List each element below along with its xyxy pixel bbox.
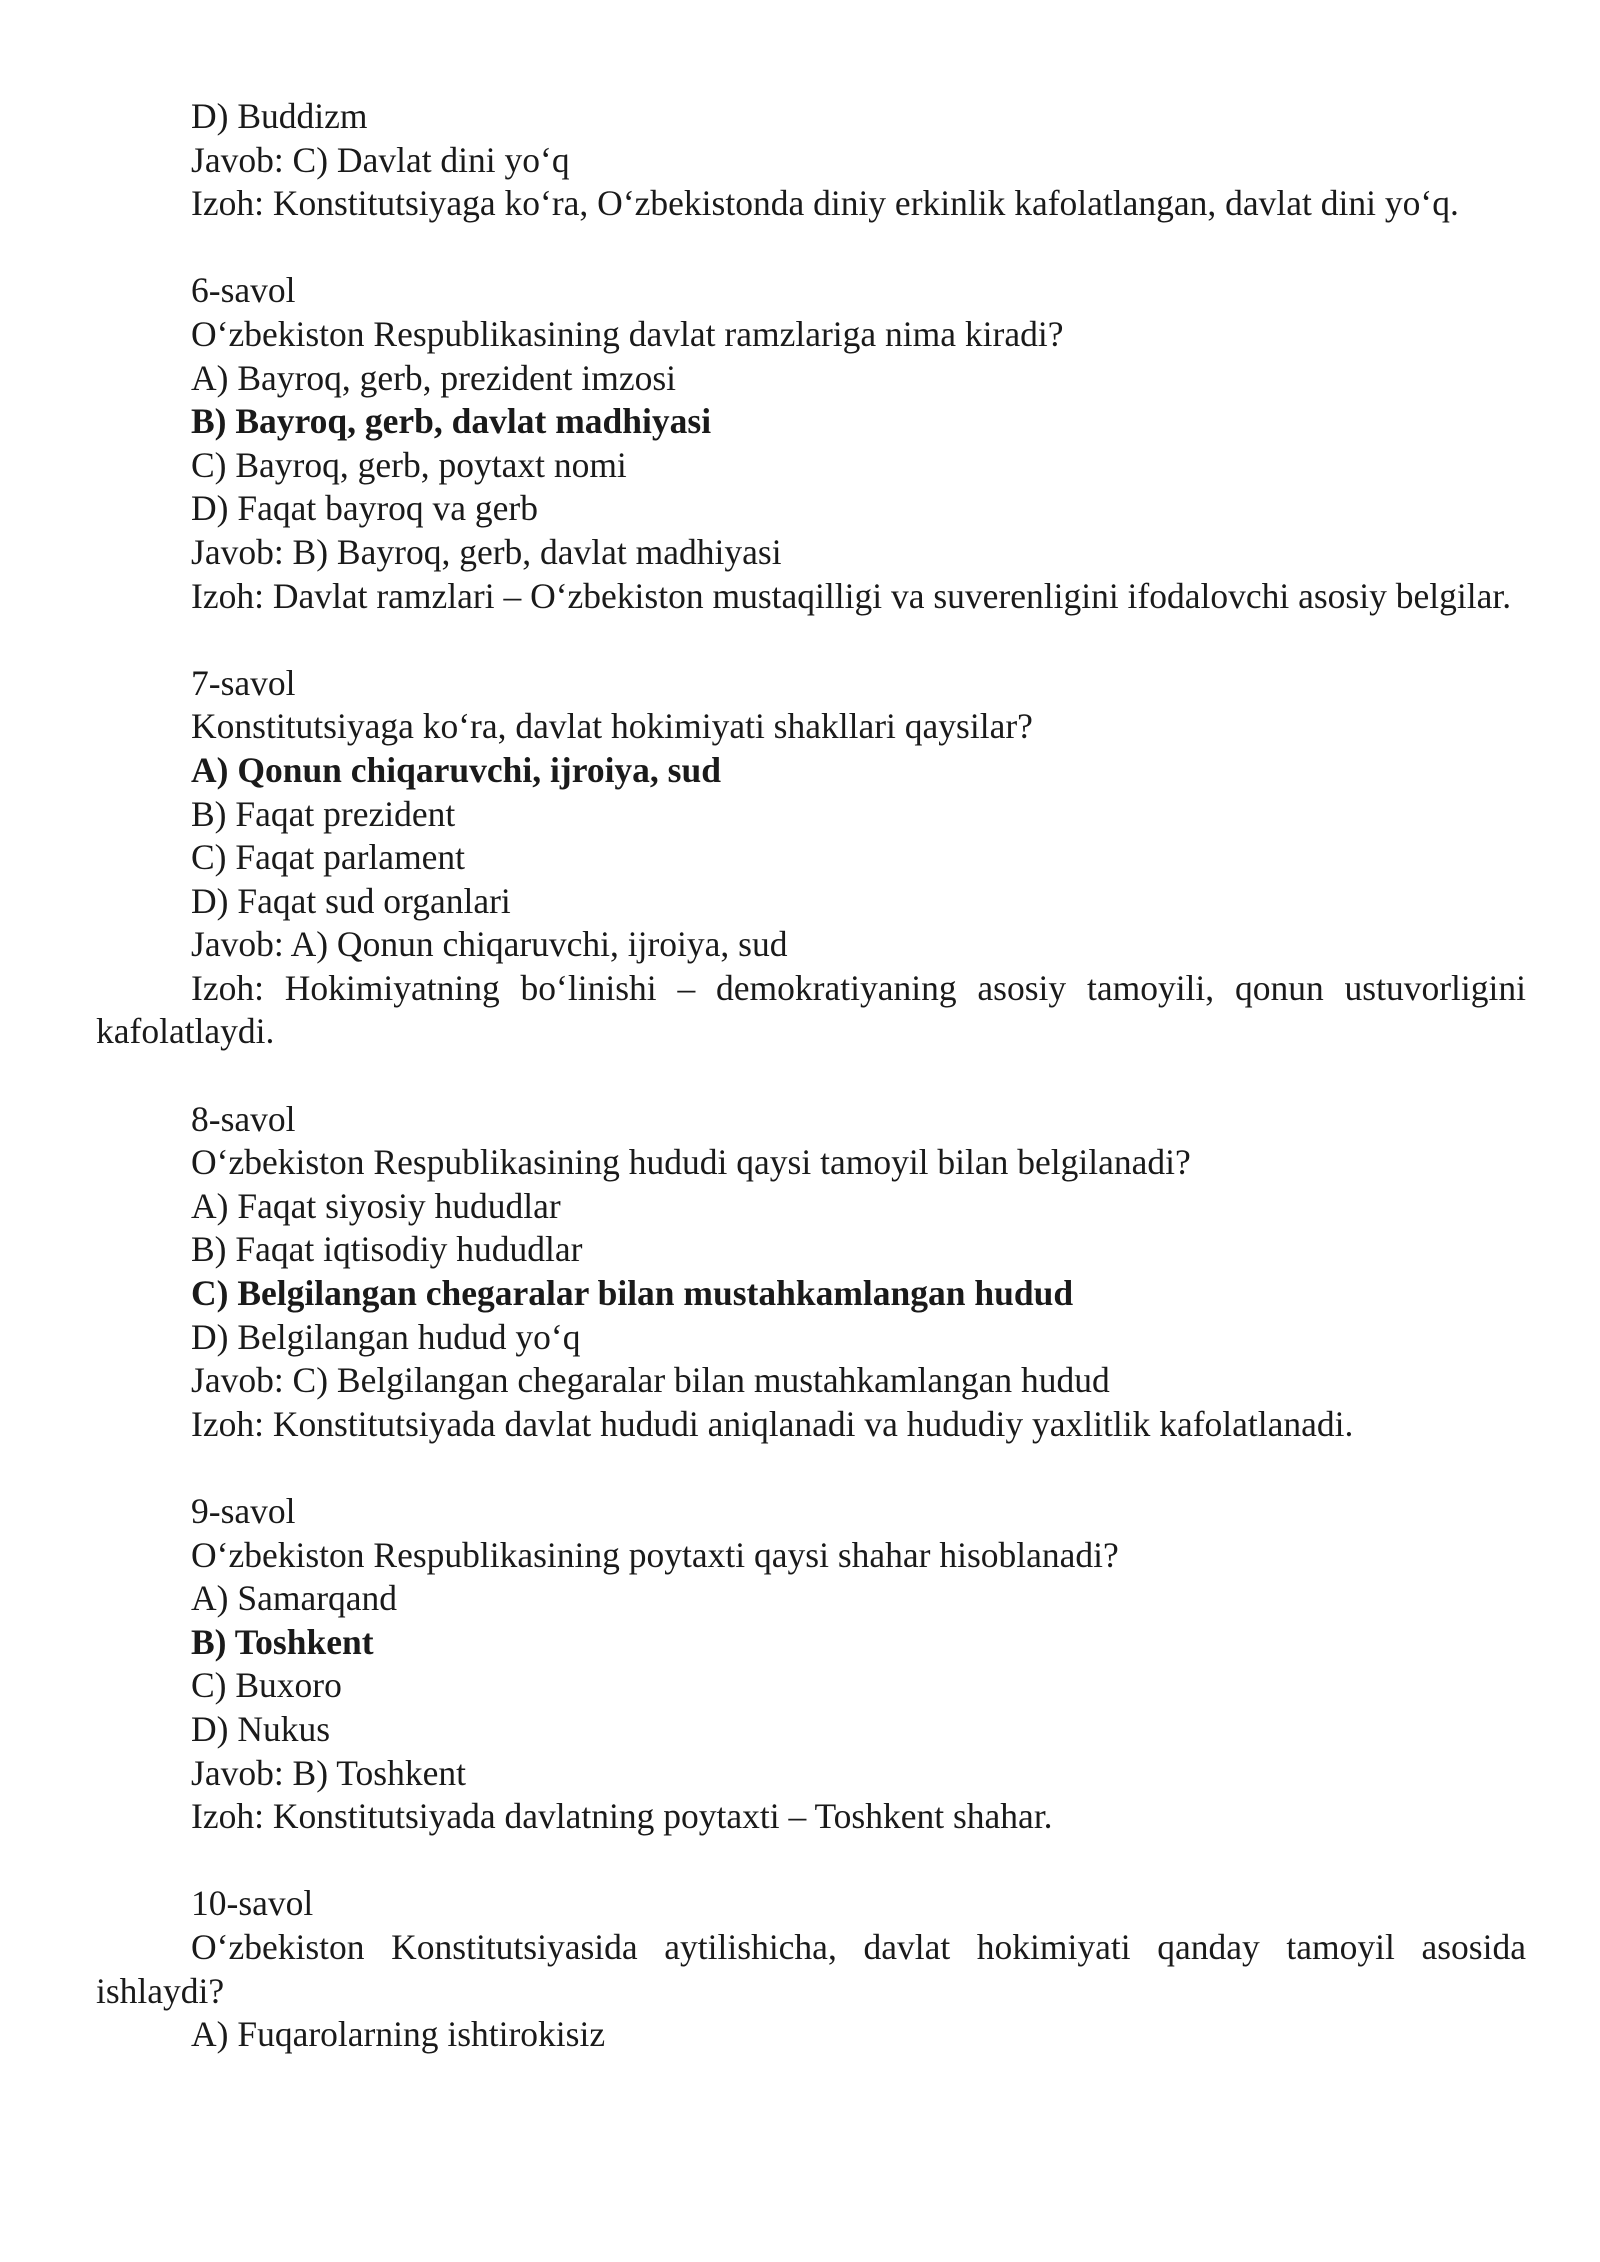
spacer (96, 618, 1526, 662)
answer-line: Javob: B) Toshkent (191, 1752, 466, 1793)
answer-option: A) Fuqarolarning ishtirokisiz (191, 2014, 606, 2055)
option-d: D) Buddizm (191, 96, 368, 136)
question-number: 6-savol (191, 270, 296, 311)
question-text: O‘zbekiston Respublikasining hududi qaysi tamoyil bilan belgilanadi? (191, 1142, 1191, 1183)
question-number: 8-savol (191, 1098, 296, 1139)
answer-option: C) Belgilangan chegaralar bilan mustahkamlangan hudud (191, 1273, 1074, 1314)
question-block (96, 1054, 1526, 1446)
note-paragraph: Izoh: Hokimiyatning bo‘linishi – demokratiyaning asosiy tamoyili, qonun ustuvorligini kafolatlaydi. (96, 967, 1526, 1052)
question-text: Konstitutsiyaga ko‘ra, davlat hokimiyati shakllari qaysilar? (191, 706, 1033, 747)
answer-option: B) Bayroq, gerb, davlat madhiyasi (191, 401, 712, 442)
answer-line: Javob: B) Bayroq, gerb, davlat madhiyasi (191, 531, 782, 572)
question-block (96, 618, 1526, 1054)
question-block (96, 226, 1526, 618)
question-block (96, 1839, 1526, 2057)
answer-option: D) Belgilangan hudud yo‘q (191, 1316, 581, 1357)
answer-option: D) Faqat bayroq va gerb (191, 488, 538, 529)
answer-option: C) Buxoro (191, 1665, 342, 1706)
spacer (96, 1839, 1526, 1883)
spacer (96, 226, 1526, 270)
answer-line: Javob: C) Belgilangan chegaralar bilan mustahkamlangan hudud (191, 1360, 1110, 1401)
answer-option: A) Qonun chiqaruvchi, ijroiya, sud (191, 749, 721, 790)
answer-option: B) Toshkent (191, 1621, 374, 1662)
question-text: O‘zbekiston Respublikasining davlat ramzlariga nima kiradi? (191, 313, 1064, 354)
answer-option: D) Nukus (191, 1708, 331, 1749)
answer-option: D) Faqat sud organlari (191, 880, 511, 921)
note-paragraph: Izoh: Konstitutsiyada davlatning poytaxti – Toshkent shahar. (191, 1796, 1053, 1837)
question-block (96, 1446, 1526, 1838)
question-text: O‘zbekiston Konstitutsiyasida aytilishicha, davlat hokimiyati qanday tamoyil asosida ishlaydi? (96, 1926, 1526, 2011)
question-number: 7-savol (191, 662, 296, 703)
answer-option: B) Faqat prezident (191, 793, 456, 834)
answer-option: A) Faqat siyosiy hududlar (191, 1185, 561, 1226)
question-number: 9-savol (191, 1491, 296, 1531)
answer-option: A) Samarqand (191, 1578, 398, 1619)
question-text: O‘zbekiston Respublikasining poytaxti qaysi shahar hisoblanadi? (191, 1534, 1119, 1575)
spacer (96, 1054, 1526, 1098)
note-paragraph: Izoh: Davlat ramzlari – O‘zbekiston mustaqilligi va suverenligini ifodalovchi asosiy belgilar. (191, 575, 1512, 616)
question-list (96, 226, 1526, 2057)
note-paragraph: Izoh: Konstitutsiyada davlat hududi aniqlanadi va hududiy yaxlitlik kafolatlanadi. (191, 1403, 1354, 1444)
question-number: 10-savol (191, 1883, 314, 1924)
note-paragraph: Izoh: Konstitutsiyaga ko‘ra, O‘zbekistonda diniy erkinlik kafolatlangan, davlat dini yo‘q. (191, 183, 1459, 224)
answer-option: C) Faqat parlament (191, 837, 466, 878)
spacer (96, 1446, 1526, 1490)
answer-line: Javob: C) Davlat dini yo‘q (191, 139, 570, 180)
answer-option: C) Bayroq, gerb, poytaxt nomi (191, 444, 627, 485)
answer-option: B) Faqat iqtisodiy hududlar (191, 1229, 583, 1270)
answer-option: A) Bayroq, gerb, prezident imzosi (191, 357, 677, 398)
document-page (96, 95, 1526, 2057)
answer-line: Javob: A) Qonun chiqaruvchi, ijroiya, sud (191, 924, 788, 965)
